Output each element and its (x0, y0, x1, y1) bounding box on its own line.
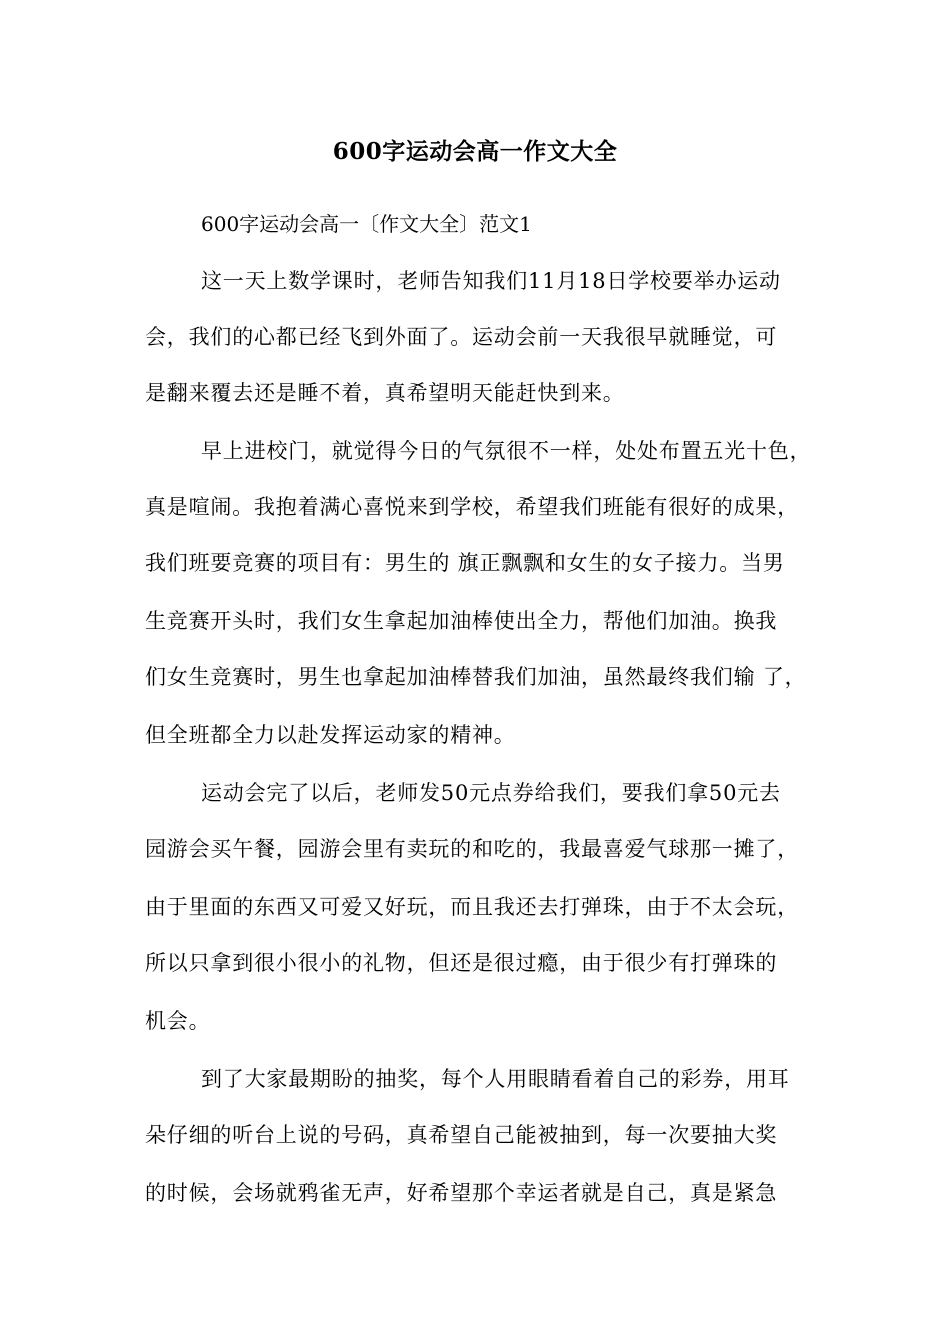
text-line: 早上进校门，就觉得今日的气氛很不一样，处处布置五光十色， (201, 439, 812, 463)
essay-subtitle: 600字运动会高一〔作文大全〕范文1 (201, 212, 532, 236)
text-line: 园游会买午餐，园游会里有卖玩的和吃的，我最喜爱气球那一摊了， (145, 837, 799, 861)
text-line: 机会。 (145, 1009, 211, 1033)
text-line: 我们班要竞赛的项目有：男生的 旗正飘飘和女生的女子接力。当男 (145, 551, 785, 575)
text-line: 到了大家最期盼的抽奖，每个人用眼睛看着自己的彩券，用耳 (201, 1067, 790, 1091)
text-line: 运动会完了以后，老师发50元点券给我们，要我们拿50元去 (201, 781, 781, 805)
text-line: 朵仔细的听台上说的号码，真希望自己能被抽到，每一次要抽大奖 (145, 1123, 778, 1147)
text-line: 生竞赛开头时，我们女生拿起加油棒使出全力，帮他们加油。换我 (145, 609, 778, 633)
text-line: 是翻来覆去还是睡不着，真希望明天能赶快到来。 (145, 381, 625, 405)
text-line: 的时候，会场就鸦雀无声，好希望那个幸运者就是自己，真是紧急 (145, 1181, 778, 1205)
text-line: 们女生竞赛时，男生也拿起加油棒替我们加油，虽然最终我们输 了， (145, 665, 807, 689)
text-line: 但全班都全力以赴发挥运动家的精神。 (145, 723, 516, 747)
text-line: 会，我们的心都已经飞到外面了。运动会前一天我很早就睡觉，可 (145, 325, 778, 349)
document-title: 600字运动会高一作文大全 (332, 138, 618, 165)
text-line: 由于里面的东西又可爱又好玩，而且我还去打弹珠，由于不太会玩， (145, 895, 799, 919)
text-line: 这一天上数学课时，老师告知我们11月18日学校要举办运动 (201, 269, 781, 293)
text-line: 真是喧闹。我抱着满心喜悦来到学校，希望我们班能有很好的成果， (145, 495, 799, 519)
text-line: 所以只拿到很小很小的礼物，但还是很过瘾，由于很少有打弹珠的 (145, 951, 778, 975)
